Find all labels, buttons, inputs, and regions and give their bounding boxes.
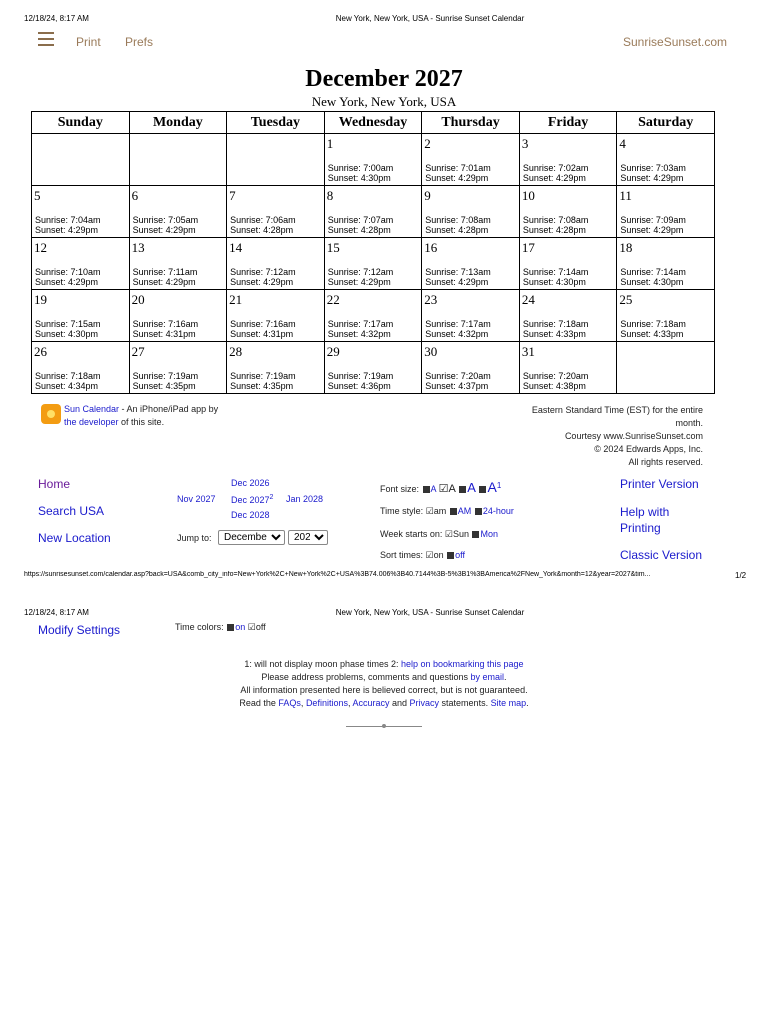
sunrise-time: Sunrise: 7:18am — [522, 319, 589, 329]
day-times — [425, 163, 491, 183]
day-number: 12 — [34, 240, 47, 255]
calendar-week-row — [32, 342, 715, 394]
calendar-day-cell — [324, 342, 422, 394]
calendar-day-cell — [422, 238, 520, 290]
print-doc-title: New York, New York, USA - Sunrise Sunset Calendar — [335, 14, 525, 23]
day-number: 21 — [229, 292, 243, 307]
day-times — [328, 267, 394, 287]
sunset-time: Sunset: 4:32pm — [327, 329, 391, 339]
sunrise-time: Sunrise: 7:03am — [620, 163, 686, 173]
sunset-time: Sunset: 4:29pm — [132, 277, 196, 287]
sunset-time: Sunset: 4:38pm — [522, 381, 586, 391]
sunset-time: Sunset: 4:28pm — [327, 225, 391, 235]
prev-year-link[interactable]: Dec 2026 — [231, 478, 270, 488]
search-usa-link[interactable]: Search USA — [38, 504, 105, 518]
sunrise-time: Sunrise: 7:17am — [425, 319, 491, 329]
sunrise-time: Sunrise: 7:09am — [620, 215, 686, 225]
calendar-day-cell — [129, 186, 227, 238]
calendar-week-row — [32, 238, 715, 290]
font-checked-icon[interactable]: ☑ — [438, 483, 449, 495]
site-map-link[interactable]: Site map — [490, 698, 527, 708]
day-number: 1 — [326, 136, 334, 151]
jump-month-select[interactable] — [218, 530, 285, 545]
weekday-header: Saturday — [617, 112, 715, 134]
sunset-time: Sunset: 4:29pm — [425, 277, 489, 287]
day-times — [35, 215, 101, 235]
calendar-day-cell — [227, 238, 325, 290]
sunset-time: Sunset: 4:36pm — [327, 381, 391, 391]
current-month-link[interactable]: Dec 2027$^2$ — [231, 494, 274, 505]
sunrise-time: Sunrise: 7:08am — [522, 215, 589, 225]
sunrise-time: Sunrise: 7:05am — [132, 215, 199, 225]
new-location-link[interactable]: New Location — [38, 531, 111, 545]
calendar-day-cell — [227, 342, 325, 394]
sunset-time: Sunset: 4:28pm — [522, 225, 586, 235]
sun-calendar-link[interactable]: Sun Calendar — [64, 404, 120, 414]
sunset-time: Sunset: 4:29pm — [620, 225, 684, 235]
sort-times-option: Sort times: ☑on off — [380, 550, 465, 560]
day-number: 4 — [619, 136, 626, 151]
calendar-day-cell — [617, 134, 715, 186]
sort-on-checked-icon[interactable]: ☑ — [425, 550, 434, 560]
calendar-day-cell — [324, 186, 422, 238]
day-times — [328, 371, 394, 391]
calendar-day-cell — [422, 290, 520, 342]
day-number: 5 — [34, 188, 41, 203]
print-url: https://sunrisesunset.com/calendar.asp?back=USA&comb_city_info=New+York%2C+New+York%2C+USA%3B74.006%3B40.7144%3B-5%3B1%3BAmerica%2FNew_York&month=12&year=2027&tim... — [24, 571, 651, 578]
sunset-time: Sunset: 4:37pm — [425, 381, 489, 391]
sunset-time: Sunset: 4:33pm — [620, 329, 684, 339]
day-number: 2 — [424, 136, 431, 151]
sunset-time: Sunset: 4:33pm — [522, 329, 586, 339]
day-times — [523, 319, 589, 339]
calendar-day-cell — [32, 186, 130, 238]
sunrise-time: Sunrise: 7:12am — [230, 267, 296, 277]
prev-month-link[interactable]: Nov 2027 — [177, 494, 216, 504]
calendar-day-cell — [129, 238, 227, 290]
sunrise-time: Sunrise: 7:13am — [425, 267, 491, 277]
sunrise-time: Sunrise: 7:14am — [620, 267, 686, 277]
location-subtitle: New York, New York, USA — [311, 94, 457, 109]
calendar-day-cell — [422, 342, 520, 394]
calendar-day-cell — [422, 186, 520, 238]
day-times — [425, 267, 491, 287]
calendar-empty-cell — [32, 134, 130, 186]
day-number: 6 — [131, 188, 139, 203]
day-times — [230, 215, 296, 235]
print-link[interactable]: Print — [76, 35, 101, 49]
sunrise-time: Sunrise: 7:20am — [425, 371, 491, 381]
day-times — [620, 163, 686, 183]
sunset-time: Sunset: 4:29pm — [620, 173, 684, 183]
sunrise-time: Sunrise: 7:01am — [425, 163, 491, 173]
sunrise-time: Sunrise: 7:20am — [522, 371, 589, 381]
day-number: 27 — [131, 344, 145, 359]
day-times — [523, 215, 589, 235]
calendar-day-cell — [32, 342, 130, 394]
bookmark-help-link[interactable]: help on bookmarking this page — [400, 659, 524, 669]
sunrise-time: Sunrise: 7:18am — [620, 319, 686, 329]
hamburger-menu-icon[interactable] — [38, 32, 54, 46]
sunrise-time: Sunrise: 7:12am — [327, 267, 394, 277]
calendar-week-row — [32, 134, 715, 186]
calendar-day-cell — [32, 290, 130, 342]
calendar-empty-cell — [227, 134, 325, 186]
jump-year-select[interactable] — [288, 530, 328, 545]
sunset-time: Sunset: 4:28pm — [425, 225, 489, 235]
day-times — [133, 371, 199, 391]
print-doc-title-2: New York, New York, USA - Sunrise Sunset Calendar — [335, 608, 525, 617]
sunrise-time: Sunrise: 7:19am — [132, 371, 199, 381]
calendar-day-cell — [227, 290, 325, 342]
footnotes: 1: will not display moon phase times 2: help on bookmarking this page Please address problems, comments and questions by email. All information presented here is believed correct, but is not guaranteed. Read the FAQs, Definitions, Accuracy and Privacy statements. Site map. — [239, 659, 529, 708]
sunset-time: Sunset: 4:29pm — [35, 277, 99, 287]
printer-version-link[interactable]: Printer Version — [620, 477, 699, 491]
font-checkbox-4[interactable] — [479, 486, 486, 493]
day-number: 18 — [619, 240, 633, 255]
print-timestamp-2: 12/18/24, 8:17 AM — [24, 608, 89, 617]
prefs-link[interactable]: Prefs — [125, 35, 154, 49]
sort-off-checkbox[interactable] — [447, 552, 454, 559]
calendar-day-cell — [617, 290, 715, 342]
weekday-header: Wednesday — [324, 112, 422, 134]
time-colors-on-checkbox[interactable] — [227, 624, 234, 631]
calendar-day-cell — [422, 134, 520, 186]
day-number: 8 — [326, 188, 334, 203]
day-times — [523, 163, 589, 183]
day-times — [35, 319, 101, 339]
day-times — [328, 215, 394, 235]
weekday-header: Tuesday — [227, 112, 325, 134]
day-number: 10 — [521, 188, 535, 203]
next-year-link[interactable]: Dec 2028 — [231, 510, 270, 520]
day-number: 16 — [424, 240, 438, 255]
time-style-am-checked-icon[interactable]: ☑ — [425, 506, 434, 516]
week-mon-checkbox[interactable] — [472, 531, 479, 538]
day-number: 20 — [131, 292, 145, 307]
faqs-link[interactable]: FAQs — [278, 698, 301, 708]
font-checkbox-1[interactable] — [423, 486, 430, 493]
sunset-time: Sunset: 4:29pm — [35, 225, 99, 235]
sunrise-time: Sunrise: 7:16am — [230, 319, 296, 329]
separator-divider — [346, 726, 422, 727]
time-style-24-checkbox[interactable] — [475, 508, 482, 515]
weekday-header: Monday — [129, 112, 227, 134]
calendar-week-row — [32, 186, 715, 238]
sunrise-time: Sunrise: 7:02am — [522, 163, 589, 173]
calendar-day-cell — [617, 186, 715, 238]
day-number: 31 — [521, 344, 535, 359]
sunrise-time: Sunrise: 7:08am — [425, 215, 491, 225]
day-times — [328, 163, 394, 183]
day-number: 30 — [424, 344, 438, 359]
promo-line-1: Sun Calendar - An iPhone/iPad app by — [64, 404, 219, 414]
calendar-day-cell — [32, 238, 130, 290]
day-times — [230, 267, 296, 287]
sunset-time: Sunset: 4:34pm — [35, 381, 99, 391]
day-number: 25 — [619, 292, 633, 307]
day-number: 14 — [229, 240, 243, 255]
developer-link[interactable]: the developer — [64, 417, 119, 427]
sunrise-time: Sunrise: 7:18am — [35, 371, 101, 381]
day-times — [523, 371, 589, 391]
time-colors-off-checked-icon[interactable]: ☑ — [247, 622, 256, 632]
day-number: 11 — [619, 188, 632, 203]
calendar-day-cell — [129, 290, 227, 342]
sunset-time: Sunset: 4:28pm — [230, 225, 294, 235]
day-number: 17 — [521, 240, 535, 255]
day-times — [133, 215, 199, 235]
weekday-header: Sunday — [32, 112, 130, 134]
day-number: 23 — [424, 292, 438, 307]
calendar-grid — [31, 111, 715, 394]
day-number: 29 — [326, 344, 340, 359]
sunset-time: Sunset: 4:30pm — [522, 277, 586, 287]
sunset-time: Sunset: 4:29pm — [230, 277, 294, 287]
calendar-day-cell — [324, 238, 422, 290]
day-times — [425, 319, 491, 339]
classic-version-link[interactable]: Classic Version — [620, 548, 703, 562]
time-style-option: Time style: ☑am AM 24-hour — [380, 506, 514, 516]
sunrise-time: Sunrise: 7:00am — [327, 163, 394, 173]
sunrise-time: Sunrise: 7:07am — [327, 215, 394, 225]
sunrise-time: Sunrise: 7:10am — [35, 267, 101, 277]
sunset-time: Sunset: 4:29pm — [327, 277, 391, 287]
next-month-link[interactable]: Jan 2028 — [286, 494, 324, 504]
print-timestamp: 12/18/24, 8:17 AM — [24, 14, 89, 23]
day-number: 3 — [521, 136, 529, 151]
calendar-empty-cell — [129, 134, 227, 186]
sunrise-time: Sunrise: 7:04am — [35, 215, 101, 225]
sunset-time: Sunset: 4:30pm — [620, 277, 684, 287]
sunrise-time: Sunrise: 7:19am — [230, 371, 296, 381]
help-printing-link[interactable]: Help with Printing — [620, 505, 670, 535]
day-number: 15 — [326, 240, 340, 255]
calendar-day-cell — [227, 186, 325, 238]
day-times — [620, 319, 686, 339]
day-number: 13 — [131, 240, 145, 255]
accuracy-link[interactable]: Accuracy — [352, 698, 390, 708]
calendar-week-row — [32, 290, 715, 342]
calendar-day-cell — [324, 134, 422, 186]
sunset-time: Sunset: 4:30pm — [327, 173, 391, 183]
day-times — [35, 267, 101, 287]
email-link[interactable]: by email — [470, 672, 505, 682]
credits: Eastern Standard Time (EST) for the entire month. Courtesy www.SunriseSunset.com © 2024 Edwards Apps, Inc. All rights reserved. — [531, 405, 703, 467]
calendar-day-cell — [617, 238, 715, 290]
promo-line-2: the developer of this site. — [64, 417, 165, 427]
calendar-day-cell — [519, 186, 617, 238]
day-number: 22 — [326, 292, 340, 307]
font-checkbox-3[interactable] — [459, 486, 466, 493]
day-number: 26 — [34, 344, 47, 359]
day-times — [230, 319, 296, 339]
day-times — [133, 319, 199, 339]
sunset-time: Sunset: 4:32pm — [425, 329, 489, 339]
sunrise-time: Sunrise: 7:06am — [230, 215, 296, 225]
sunrise-time: Sunrise: 7:19am — [327, 371, 394, 381]
day-times — [328, 319, 394, 339]
day-times — [35, 371, 101, 391]
calendar-day-cell — [519, 238, 617, 290]
week-start-option: Week starts on: ☑Sun Mon — [380, 529, 498, 539]
calendar-day-cell — [519, 134, 617, 186]
day-times — [620, 267, 686, 287]
sunrise-time: Sunrise: 7:11am — [132, 267, 198, 277]
calendar-day-cell — [324, 290, 422, 342]
weekday-header: Friday — [519, 112, 617, 134]
site-logo-link[interactable]: SunriseSunset.com — [623, 35, 728, 49]
sunset-time: Sunset: 4:35pm — [132, 381, 196, 391]
day-times — [230, 371, 296, 391]
weekday-header: Thursday — [422, 112, 520, 134]
day-number: 7 — [229, 188, 236, 203]
print-page-number: 1/2 — [735, 571, 747, 580]
sunset-time: Sunset: 4:31pm — [230, 329, 294, 339]
day-times — [620, 215, 686, 235]
day-number: 28 — [229, 344, 243, 359]
calendar-day-cell — [129, 342, 227, 394]
day-times — [425, 371, 491, 391]
definitions-link[interactable]: Definitions — [305, 698, 348, 708]
sunset-time: Sunset: 4:30pm — [35, 329, 99, 339]
sunrise-time: Sunrise: 7:15am — [35, 319, 101, 329]
time-style-AM-checkbox[interactable] — [450, 508, 457, 515]
sunset-time: Sunset: 4:31pm — [132, 329, 196, 339]
day-number: 24 — [521, 292, 535, 307]
time-colors-option: Time colors: on ☑off — [175, 622, 266, 632]
calendar-day-cell — [519, 290, 617, 342]
sunset-time: Sunset: 4:29pm — [522, 173, 586, 183]
sunset-time: Sunset: 4:35pm — [230, 381, 294, 391]
day-times — [523, 267, 589, 287]
sunrise-time: Sunrise: 7:16am — [132, 319, 199, 329]
font-size-option: Font size: A ☑A A $A^1$ — [380, 479, 502, 495]
sun-calendar-app-icon[interactable] — [41, 404, 61, 424]
sunset-time: Sunset: 4:29pm — [132, 225, 196, 235]
calendar-day-cell — [519, 342, 617, 394]
day-times — [425, 215, 491, 235]
modify-settings-link[interactable]: Modify Settings — [38, 623, 121, 637]
privacy-link[interactable]: Privacy — [409, 698, 440, 708]
sunset-time: Sunset: 4:29pm — [425, 173, 489, 183]
sunrise-time: Sunrise: 7:17am — [327, 319, 394, 329]
week-sun-checked-icon[interactable]: ☑ — [444, 529, 453, 539]
calendar-title: December 2027 — [305, 66, 463, 92]
day-number: 9 — [424, 188, 431, 203]
calendar-empty-cell — [617, 342, 715, 394]
jump-to-label: Jump to: — [177, 533, 212, 543]
sunrise-time: Sunrise: 7:14am — [522, 267, 589, 277]
day-times — [133, 267, 198, 287]
day-number: 19 — [34, 292, 47, 307]
home-link[interactable]: Home — [38, 477, 71, 491]
